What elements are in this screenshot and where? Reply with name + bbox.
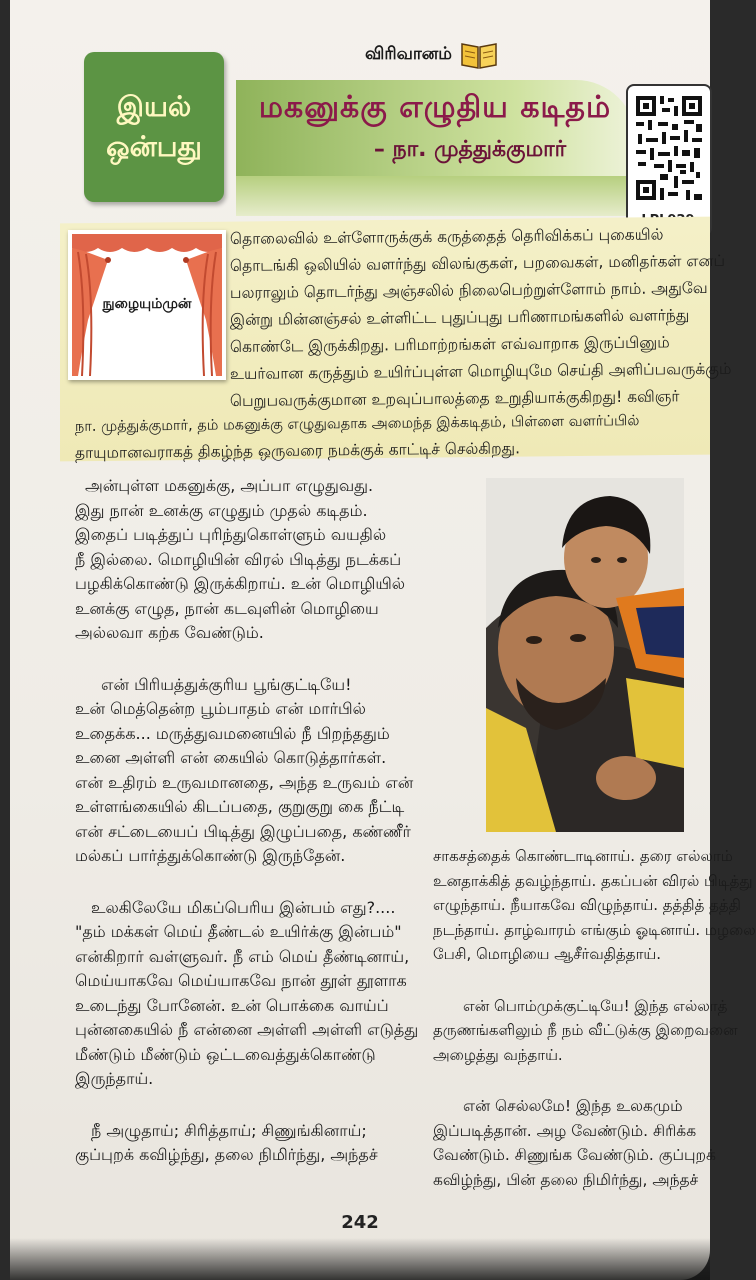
text-line: உடைந்து போனேன். உன் பொக்கை வாய்ப் bbox=[75, 995, 389, 1015]
text-line: புன்னகையில் நீ என்னை அள்ளி அள்ளி எடுத்து bbox=[75, 1020, 419, 1039]
text-line: இதைப் படித்துப் புரிந்துகொள்ளும் வயதில் bbox=[75, 525, 387, 544]
text-line: அல்லவா கற்க வேண்டும். bbox=[75, 623, 264, 642]
text-line: உனக்கு எழுத, நான் கடவுளின் மொழியை bbox=[75, 598, 379, 618]
intro-line: தாயுமானவராகத் திகழ்ந்த ஒருவரை நமக்குக் காட்டிச் செல்கிறது. bbox=[74, 439, 521, 462]
text-line: அன்புள்ள மகனுக்கு, அப்பா எழுதுவது. bbox=[85, 476, 374, 495]
lesson-author: – நா. முத்துக்குமார் bbox=[373, 137, 567, 162]
paragraph bbox=[75, 1119, 405, 1168]
text-line: இது நான் உனக்கு எழுதும் முதல் கடிதம். bbox=[75, 500, 368, 520]
text-line: உனதாக்கித் தவழ்ந்தாய். தகப்பன் விரல் பிடித்து bbox=[433, 871, 753, 890]
text-line: என் உதிரம் உருவமானதை, அந்த உருவம் என் bbox=[75, 772, 414, 792]
qr-panel[interactable] bbox=[626, 84, 712, 236]
text-line: உன் மெத்தென்ற பூம்பாதம் என் மார்பில் bbox=[75, 699, 366, 718]
intro-line: பெறுபவருக்குமான உறவுப்பாலத்தை உறுதியாக்குகிறது! கவிஞர் bbox=[229, 387, 680, 410]
qr-code-icon[interactable] bbox=[634, 94, 704, 204]
paragraph bbox=[75, 896, 419, 1092]
page-shadow bbox=[10, 1238, 710, 1280]
text-line: மல்கப் பார்த்துக்கொண்டு இருந்தேன். bbox=[75, 846, 346, 865]
paragraph bbox=[75, 474, 405, 646]
text-line: நீ அழுதாய்; சிரித்தாய்; சிணுங்கினாய்; bbox=[91, 1120, 367, 1140]
text-line: பழகிக்கொண்டு இருக்கிறாய். உன் மொழியில் bbox=[75, 574, 406, 593]
curtain-card bbox=[68, 230, 226, 380]
intro-line: கொண்டே இருக்கிறது. பரிமாற்றங்கள் எவ்வாறாக இருப்பினும் bbox=[229, 333, 670, 356]
intro-line: இன்று மின்னஞ்சல் உள்ளிட்ட புதுப்புது பரிணாமங்களில் வளர்ந்து bbox=[229, 306, 690, 329]
intro-line: உயர்வான கருத்தும் உயிர்ப்புள்ள மொழியுமே செய்தி அளிப்பவருக்கும் bbox=[229, 359, 732, 383]
text-line: உதைக்க... மருத்துவமனையில் நீ பிறந்ததும் bbox=[75, 723, 390, 743]
text-line: என்கிறார் வள்ளுவர். நீ எம் மெய் தீண்டினாய், bbox=[75, 946, 410, 966]
lesson-title: மகனுக்கு எழுதிய கடிதம் bbox=[258, 90, 612, 125]
intro-label: நுழையும்முன் bbox=[102, 296, 192, 312]
intro-line: தொலைவில் உள்ளோருக்குக் கருத்தைத் தெரிவிக்கப் புகையில் bbox=[229, 225, 664, 248]
text-line: மெய்யாகவே மெய்யாகவே நான் தூள் தூளாக bbox=[75, 971, 407, 990]
paragraph bbox=[433, 1094, 716, 1192]
text-line: சாகசத்தைக் கொண்டாடினாய். தரை எல்லாம் bbox=[433, 847, 733, 865]
unit-label-line2: ஒன்பது bbox=[106, 130, 202, 163]
text-line: இப்படித்தான். அழ வேண்டும். சிரிக்க bbox=[433, 1121, 697, 1140]
photo-illustration bbox=[486, 478, 684, 832]
unit-badge bbox=[84, 52, 224, 202]
text-line: நடந்தாய். தாழ்வாரம் எங்கும் ஓடினாய். மழலை bbox=[433, 920, 756, 939]
text-line: குப்புறக் கவிழ்ந்து, தலை நிமிர்ந்து, அந்தச் bbox=[75, 1145, 378, 1164]
text-line: என் செல்லமே! இந்த உலகமும் bbox=[463, 1097, 683, 1115]
text-line: உனை அள்ளி என் கையில் கொடுத்தார்கள். bbox=[75, 748, 387, 767]
text-line: "தம் மக்கள் மெய் தீண்டல் உயிர்க்கு இன்பம்" bbox=[75, 922, 402, 941]
text-line: கவிழ்ந்து, பின் தலை நிமிர்ந்து, அந்தச் bbox=[433, 1170, 699, 1189]
paragraph bbox=[433, 994, 738, 1068]
book-icon bbox=[460, 40, 498, 70]
text-line: மீண்டும் மீண்டும் ஒட்டவைத்துக்கொண்டு bbox=[75, 1044, 376, 1064]
text-line: என் பொம்முக்குட்டியே! இந்த எல்லாத் bbox=[463, 996, 728, 1015]
paragraph bbox=[75, 673, 414, 869]
section-heading bbox=[365, 40, 498, 70]
text-line: அழைத்து வந்தாய். bbox=[433, 1045, 563, 1064]
right-column bbox=[433, 844, 756, 1219]
left-column bbox=[75, 474, 419, 1195]
intro-line: தொடங்கி ஒலியில் வளர்ந்து விலங்குகள், பறவைகள், மனிதர்கள் எனப் bbox=[229, 251, 726, 275]
page-number: 242 bbox=[341, 1212, 379, 1233]
lesson-heading bbox=[250, 90, 620, 165]
unit-label-line1: இயல் bbox=[116, 90, 192, 123]
text-line: இருந்தாய். bbox=[75, 1069, 154, 1088]
intro-line: பலராலும் தொடர்ந்து அஞ்சலில் நிலைபெற்றுள்ளோம் நாம். அதுவே bbox=[229, 278, 708, 302]
text-line: என் பிரியத்துக்குரிய பூங்குட்டியே! bbox=[101, 674, 352, 694]
intro-line: நா. முத்துக்குமார், தம் மகனுக்கு எழுதுவதாக அமைந்த இக்கடிதம், பிள்ளை வளர்ப்பில் bbox=[74, 413, 640, 435]
text-line: தருணங்களிலும் நீ நம் வீட்டுக்கு இறைவனை bbox=[433, 1021, 738, 1039]
text-line: உள்ளங்கையில் கிடப்பதை, குறுகுறு கை நீட்டி bbox=[75, 797, 405, 816]
text-line: வேண்டும். சிணுங்க வேண்டும். குப்புறக் bbox=[433, 1146, 716, 1164]
text-line: எழுந்தாய். நீயாகவே விழுந்தாய். தத்தித் தத்தி bbox=[433, 896, 741, 914]
header-band-lower bbox=[236, 176, 656, 216]
father-son-photo bbox=[486, 478, 684, 832]
paragraph bbox=[433, 844, 756, 967]
text-line: என் சட்டையைப் பிடித்து இழுப்பதை, கண்ணீர் bbox=[75, 821, 411, 841]
text-line: உலகிலேயே மிகப்பெரிய இன்பம் எது?.... bbox=[91, 897, 396, 917]
text-line: நீ இல்லை. மொழியின் விரல் பிடித்து நடக்கப் bbox=[75, 549, 402, 569]
section-name: விரிவானம் bbox=[365, 44, 452, 64]
text-line: பேசி, மொழியை ஆசீர்வதித்தாய். bbox=[433, 945, 662, 963]
